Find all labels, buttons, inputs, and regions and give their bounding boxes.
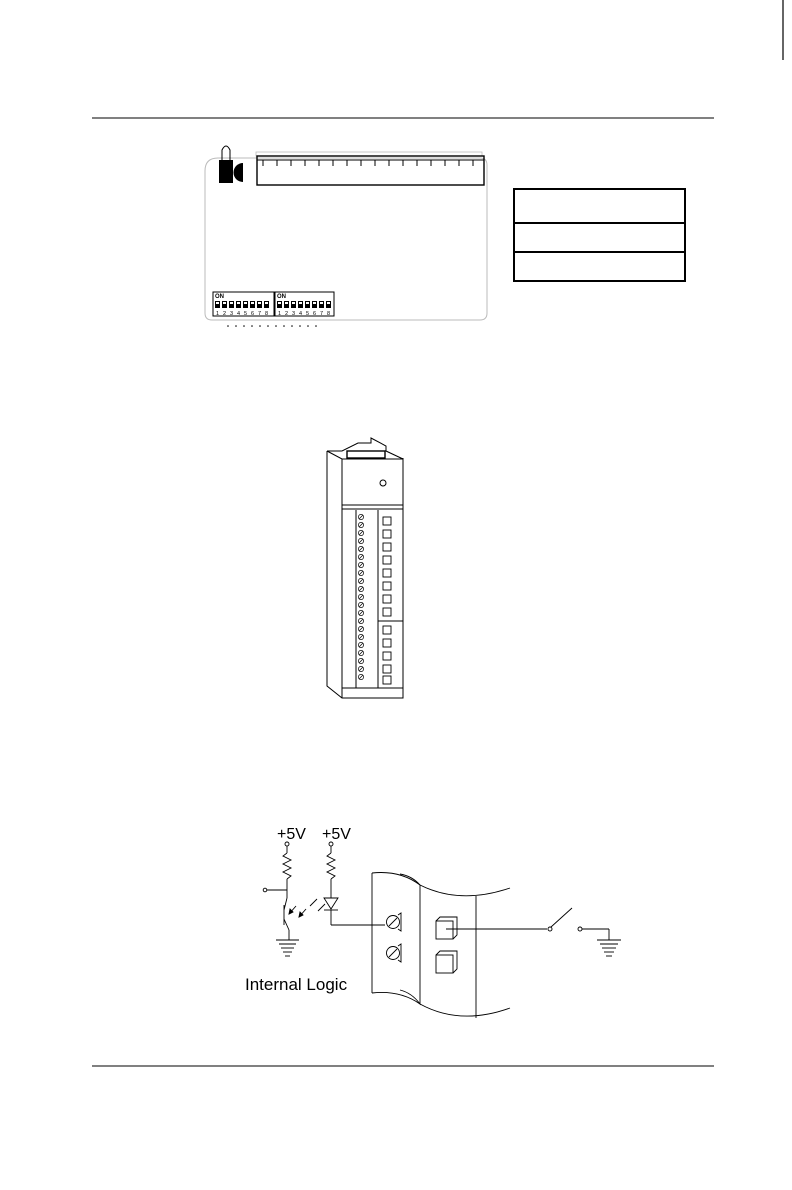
spec-table [514, 189, 685, 281]
phototransistor-icon [284, 898, 306, 936]
dip-switch-bank-1 [213, 292, 274, 317]
dip1-num-2: 2 [223, 311, 227, 317]
dip2-num-6: 6 [313, 311, 317, 317]
terminal-screw-1-icon [387, 913, 402, 931]
board-top-view [205, 146, 487, 320]
ground-left-icon [276, 940, 299, 956]
dip1-num-4: 4 [237, 311, 241, 317]
resistor-right-icon [327, 853, 335, 879]
dip-on-label: ON [215, 294, 224, 300]
dip-switch-bank-2 [275, 292, 334, 317]
dip1-num-7: 7 [258, 311, 262, 317]
module-led-icon [380, 480, 386, 486]
led-icon [219, 146, 243, 183]
dip2-num-2: 2 [285, 311, 289, 317]
terminal-connector-strip [256, 152, 484, 185]
dip2-num-7: 7 [320, 311, 324, 317]
led-diode-icon [310, 898, 338, 911]
board-dots [227, 325, 317, 327]
dip1-num-6: 6 [251, 311, 255, 317]
vcc-left-label: +5V [277, 826, 306, 843]
switch-lever-icon [551, 908, 572, 927]
dip2-num-8: 8 [327, 311, 331, 317]
vcc-right-label: +5V [322, 826, 351, 843]
dip-on-label-2: ON [277, 294, 286, 300]
dip1-num-5: 5 [244, 311, 248, 317]
terminal-block-section [372, 873, 510, 896]
dip1-num-3: 3 [230, 311, 234, 317]
dip1-num-8: 8 [265, 311, 269, 317]
terminal-screw-2-icon [387, 944, 402, 962]
resistor-left-icon [283, 853, 291, 879]
dip2-num-3: 3 [292, 311, 296, 317]
dip1-num-1: 1 [216, 311, 220, 317]
dip2-num-5: 5 [306, 311, 310, 317]
dip2-num-4: 4 [299, 311, 303, 317]
switch-contact-icon [548, 927, 552, 931]
ground-right-icon [597, 940, 621, 956]
internal-logic-caption: Internal Logic [245, 975, 348, 994]
module-front-view [327, 438, 403, 698]
dip2-num-1: 1 [278, 311, 282, 317]
